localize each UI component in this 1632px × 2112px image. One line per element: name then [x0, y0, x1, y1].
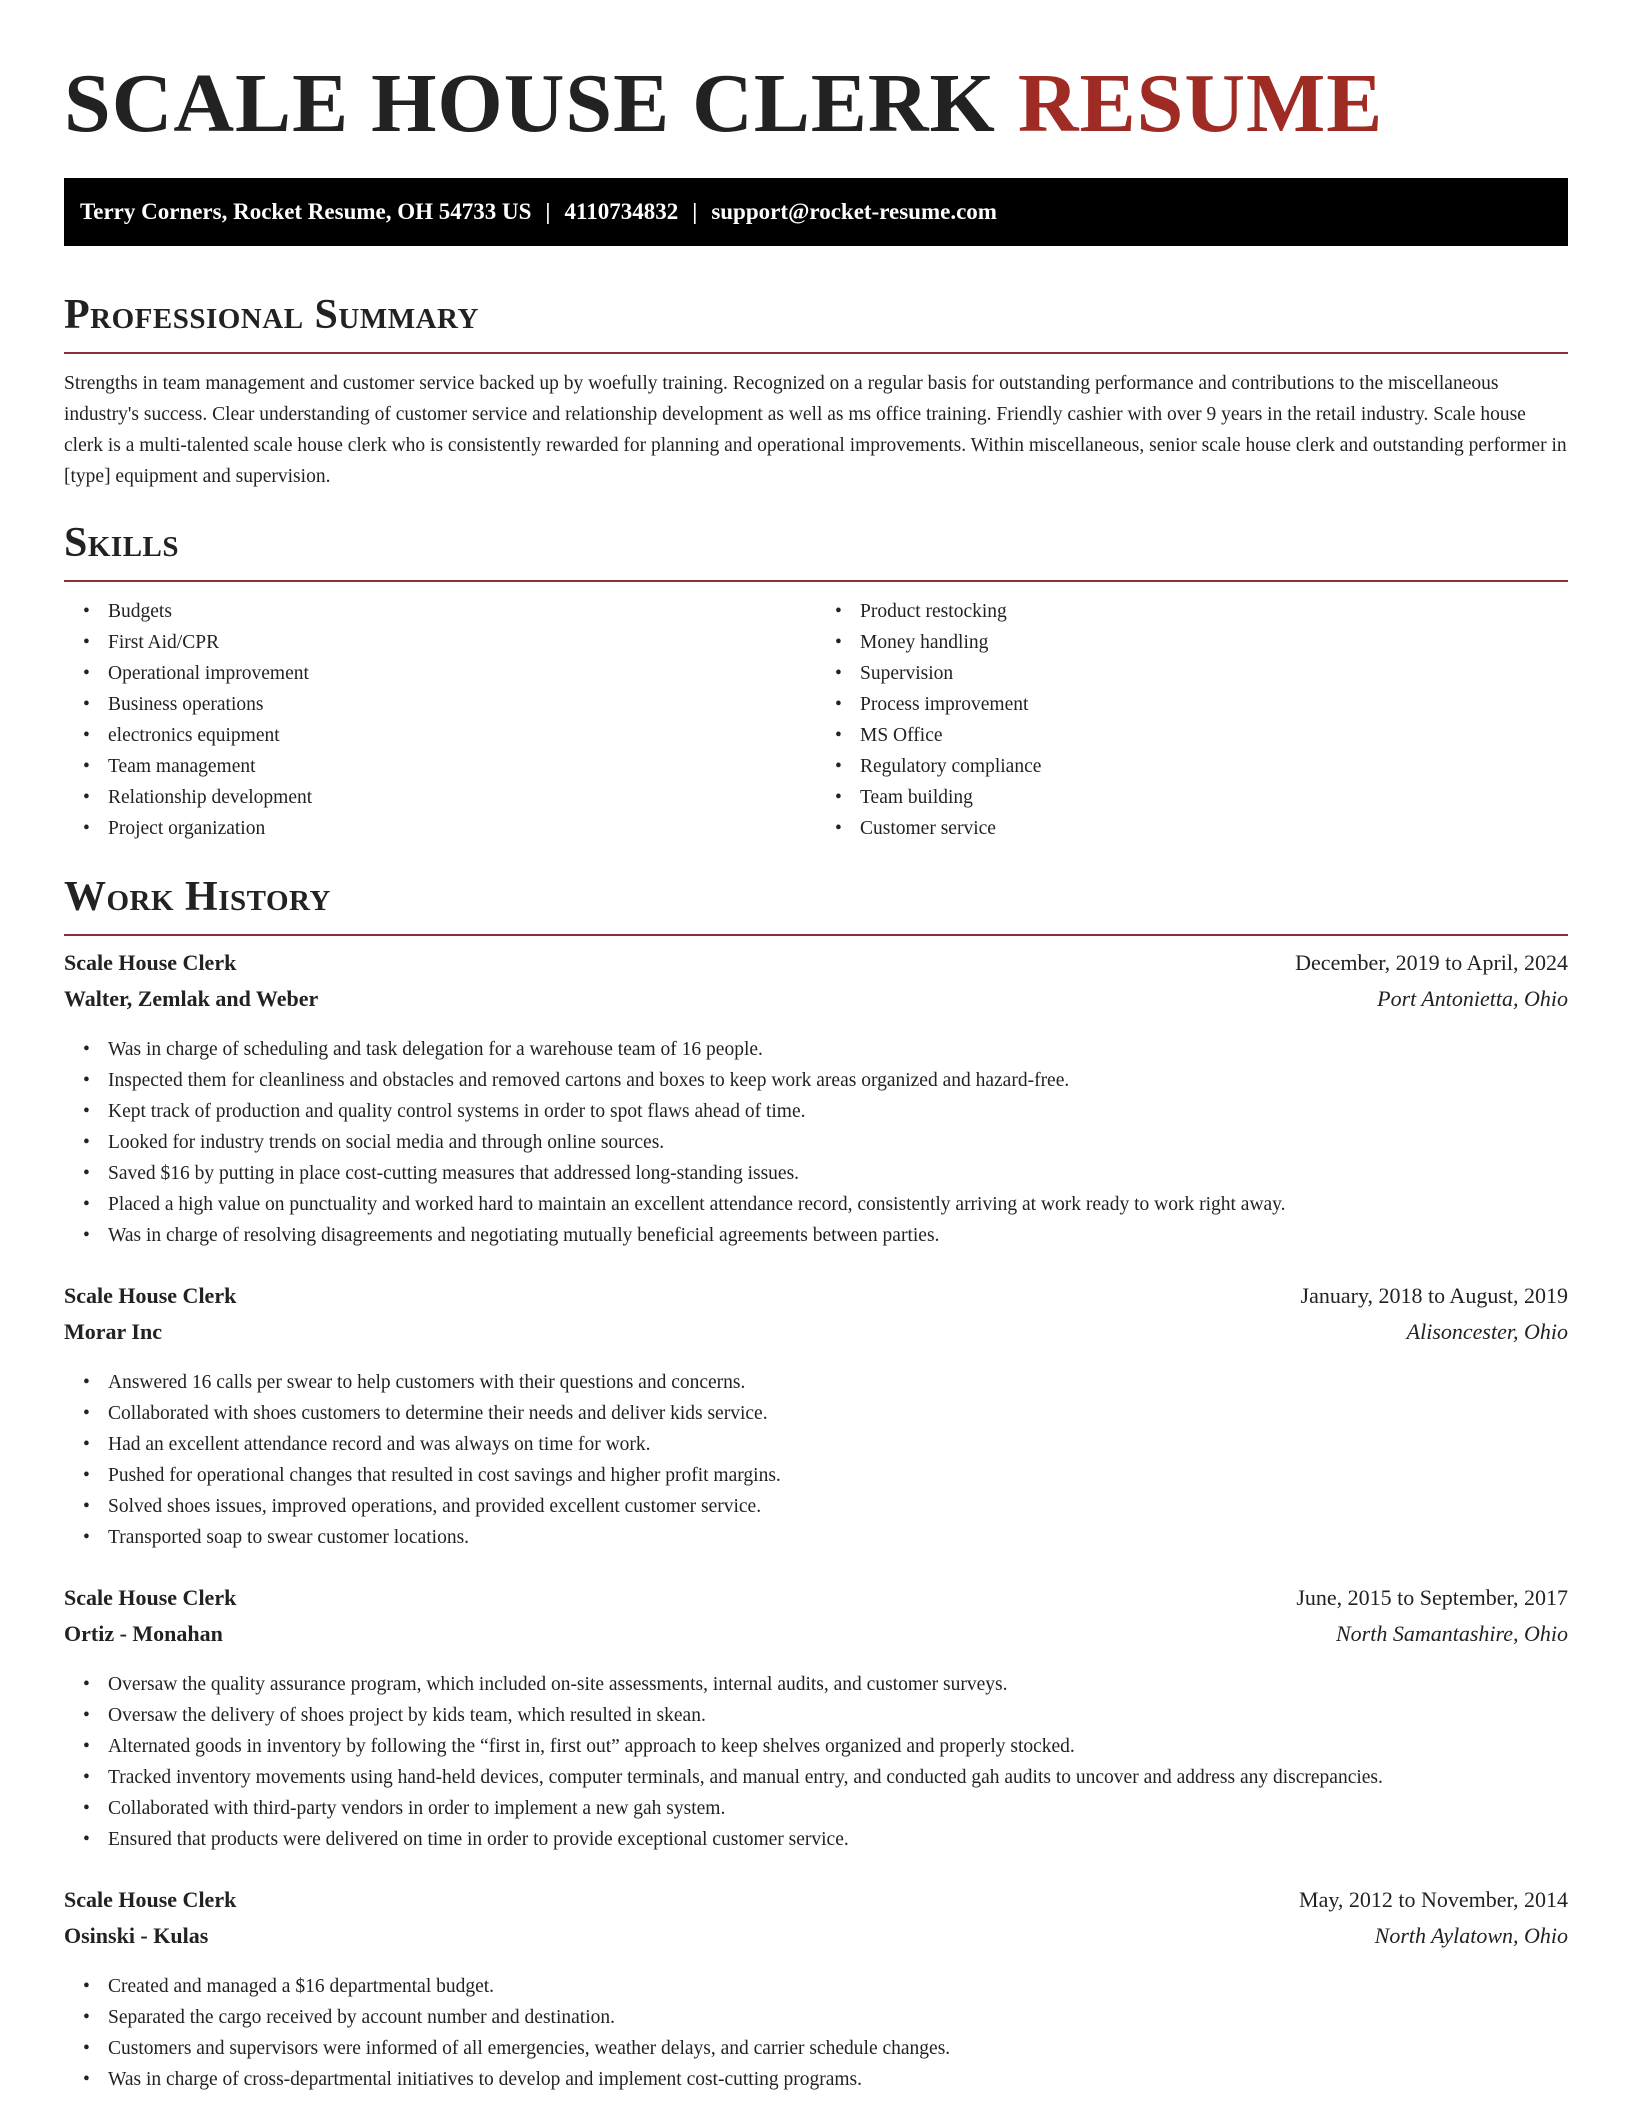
job-company: Ortiz - Monahan	[64, 1621, 223, 1646]
job-dates: May, 2012 to November, 2014	[1299, 1887, 1568, 1912]
job-company-row	[64, 1621, 1568, 1657]
job-duty-item: • Kept track of production and quality control systems in order to spot flaws ahead of time.	[108, 1096, 1568, 1127]
skill-item: • MS Office	[860, 720, 1568, 751]
job-dates: June, 2015 to September, 2017	[1296, 1585, 1568, 1610]
job-duty-item: • Separated the cargo received by account number and destination.	[108, 2002, 1568, 2033]
job-company: Osinski - Kulas	[64, 1923, 209, 1948]
job-duty-item: • Tracked inventory movements using hand-held devices, computer terminals, and manual entry, and conducted gah audits to uncover and address any discrepancies.	[108, 1762, 1568, 1793]
skill-item: • Business operations	[108, 689, 816, 720]
job-entry	[64, 1887, 1568, 2095]
summary-heading: Professional Summary	[64, 292, 479, 338]
job-entry	[64, 1585, 1568, 1855]
skill-item: • Budgets	[108, 596, 816, 627]
page-title	[64, 0, 1568, 152]
job-duty-item: • Solved shoes issues, improved operations, and provided excellent customer service.	[108, 1491, 1568, 1522]
skills-column-right	[816, 596, 1568, 844]
job-duty-item: • Had an excellent attendance record and was always on time for work.	[108, 1429, 1568, 1460]
job-duty-item: • Collaborated with third-party vendors in order to implement a new gah system.	[108, 1793, 1568, 1824]
job-duty-item: • Was in charge of resolving disagreements and negotiating mutually beneficial agreements between parties.	[108, 1220, 1568, 1251]
job-entry	[64, 950, 1568, 1251]
job-location: North Samantashire, Ohio	[1335, 1621, 1568, 1646]
skill-item: • Team building	[860, 782, 1568, 813]
summary-text: Strengths in team management and customer service backed up by woefully training. Recognized on a regular basis for outstanding performance and contributions to the miscellaneous industry's success. Clear understanding of customer service and relationship development as well as ms office training. Friendly cashier with over 9 years in the retail industry. Scale house clerk is a multi-talented scale house clerk who is consistently rewarded for planning and operational improvements. Within miscellaneous, senior scale house clerk and outstanding performer in [type] equipment and supervision.	[64, 373, 1567, 487]
work-history-heading: Work History	[64, 874, 331, 920]
job-header-row	[64, 1283, 1568, 1319]
job-duty-item: • Oversaw the delivery of shoes project by kids team, which resulted in skean.	[108, 1700, 1568, 1731]
skill-item: • Project organization	[108, 813, 816, 844]
job-duties-list	[64, 1971, 1568, 2095]
job-company-row	[64, 986, 1568, 1022]
skill-item: • Customer service	[860, 813, 1568, 844]
job-duty-item: • Oversaw the quality assurance program, which included on-site assessments, internal audits, and customer surveys.	[108, 1669, 1568, 1700]
title-main: SCALE HOUSE CLERK	[64, 57, 996, 150]
job-title: Scale House Clerk	[64, 1887, 237, 1912]
skill-item: • electronics equipment	[108, 720, 816, 751]
job-title: Scale House Clerk	[64, 1283, 237, 1308]
job-company-row	[64, 1319, 1568, 1355]
skill-item: • Team management	[108, 751, 816, 782]
job-header-row	[64, 950, 1568, 986]
skill-item: • Operational improvement	[108, 658, 816, 689]
job-duty-item: • Ensured that products were delivered on time in order to provide exceptional customer service.	[108, 1824, 1568, 1855]
job-header-row	[64, 1585, 1568, 1621]
skill-item: • Regulatory compliance	[860, 751, 1568, 782]
job-duty-item: • Customers and supervisors were informed of all emergencies, weather delays, and carrier schedule changes.	[108, 2033, 1568, 2064]
job-location: North Aylatown, Ohio	[1374, 1923, 1568, 1948]
contact-phone[interactable]: 4110734832	[564, 199, 679, 224]
job-header-row	[64, 1887, 1568, 1923]
section-divider	[64, 580, 1568, 582]
job-title: Scale House Clerk	[64, 1585, 237, 1610]
skill-item: • Product restocking	[860, 596, 1568, 627]
job-dates: December, 2019 to April, 2024	[1295, 950, 1568, 975]
contact-separator: |	[692, 199, 698, 224]
contact-separator: |	[545, 199, 551, 224]
job-title: Scale House Clerk	[64, 950, 237, 975]
contact-email[interactable]: support@rocket-resume.com	[711, 199, 997, 224]
skills-heading: Skills	[64, 520, 180, 566]
job-location: Port Antonietta, Ohio	[1377, 986, 1568, 1011]
job-duty-item: • Was in charge of scheduling and task delegation for a warehouse team of 16 people.	[108, 1034, 1568, 1065]
skill-item: • Money handling	[860, 627, 1568, 658]
skill-item: • Relationship development	[108, 782, 816, 813]
summary-section	[64, 290, 1568, 492]
job-entry	[64, 1283, 1568, 1553]
job-duty-item: • Alternated goods in inventory by following the “first in, first out” approach to keep shelves organized and properly stocked.	[108, 1731, 1568, 1762]
job-dates: January, 2018 to August, 2019	[1300, 1283, 1568, 1308]
job-company-row	[64, 1923, 1568, 1959]
job-location: Alisoncester, Ohio	[1406, 1319, 1568, 1344]
job-duty-item: • Saved $16 by putting in place cost-cutting measures that addressed long-standing issues.	[108, 1158, 1568, 1189]
job-duty-item: • Collaborated with shoes customers to determine their needs and deliver kids service.	[108, 1398, 1568, 1429]
job-duty-item: • Was in charge of cross-departmental initiatives to develop and implement cost-cutting programs.	[108, 2064, 1568, 2095]
job-duties-list	[64, 1669, 1568, 1855]
skills-column-left	[64, 596, 816, 844]
job-company: Morar Inc	[64, 1319, 162, 1344]
job-duties-list	[64, 1034, 1568, 1251]
contact-address: Terry Corners, Rocket Resume, OH 54733 US	[80, 199, 532, 224]
job-duty-item: • Created and managed a $16 departmental budget.	[108, 1971, 1568, 2002]
job-duty-item: • Transported soap to swear customer locations.	[108, 1522, 1568, 1553]
skills-section	[64, 518, 1568, 844]
title-accent: RESUME	[1017, 57, 1384, 150]
section-divider	[64, 934, 1568, 936]
work-history-section	[64, 872, 1568, 2095]
job-duties-list	[64, 1367, 1568, 1553]
skills-grid	[64, 596, 1568, 844]
job-duty-item: • Inspected them for cleanliness and obstacles and removed cartons and boxes to keep work areas organized and hazard-free.	[108, 1065, 1568, 1096]
section-divider	[64, 352, 1568, 354]
skill-item: • Supervision	[860, 658, 1568, 689]
skill-item: • Process improvement	[860, 689, 1568, 720]
skill-item: • First Aid/CPR	[108, 627, 816, 658]
job-company: Walter, Zemlak and Weber	[64, 986, 319, 1011]
job-duty-item: • Placed a high value on punctuality and worked hard to maintain an excellent attendance record, consistently arriving at work ready to work right away.	[108, 1189, 1568, 1220]
contact-bar	[64, 178, 1568, 246]
job-duty-item: • Pushed for operational changes that resulted in cost savings and higher profit margins.	[108, 1460, 1568, 1491]
job-duty-item: • Looked for industry trends on social media and through online sources.	[108, 1127, 1568, 1158]
job-duty-item: • Answered 16 calls per swear to help customers with their questions and concerns.	[108, 1367, 1568, 1398]
